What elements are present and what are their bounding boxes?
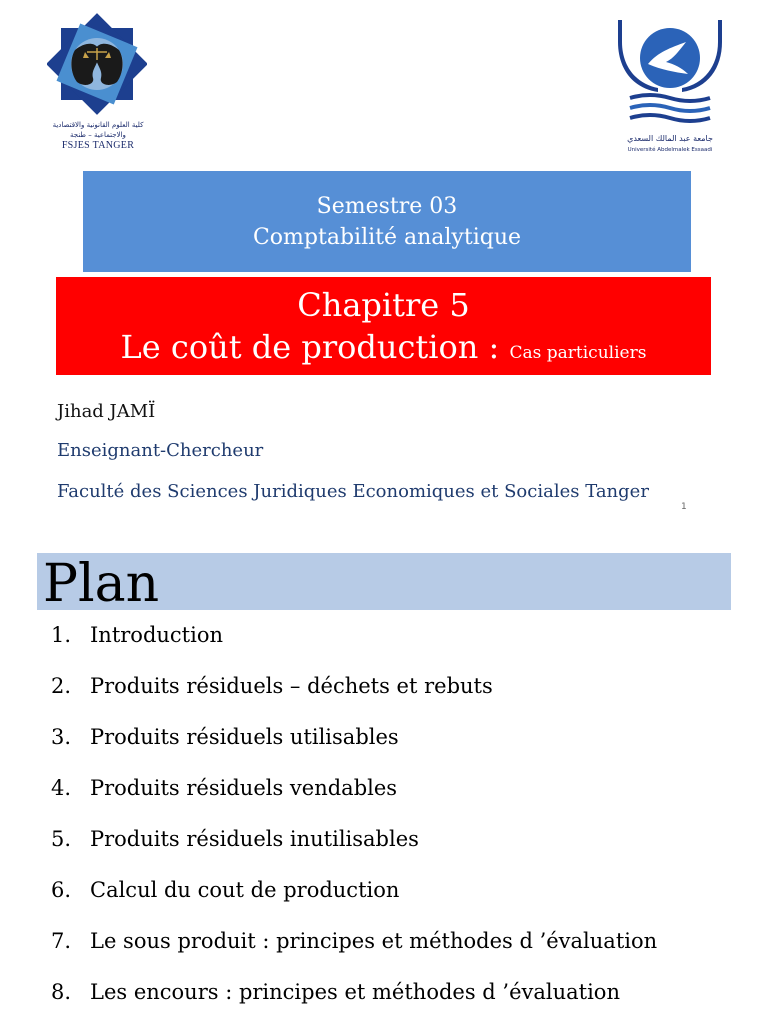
plan-item-text: Produits résiduels vendables (90, 776, 398, 800)
plan-item-number: 3. (51, 725, 72, 749)
plan-item-text: Produits résiduels inutilisables (90, 827, 419, 851)
faculty-emblem-icon (47, 10, 147, 120)
semester-label: Semestre 03 (316, 194, 458, 219)
plan-item (51, 721, 657, 772)
plan-item-text: Les encours : principes et méthodes d ’évaluation (90, 980, 620, 1004)
chapter-title: Le coût de production : (120, 328, 500, 366)
university-latin-name: Université Abdelmalek Essaadi (627, 147, 713, 153)
university-arabic-name: جامعة عبد المالك السعدي (627, 134, 713, 143)
plan-item-text: Calcul du cout de production (90, 878, 400, 902)
plan-item-number: 2. (51, 674, 72, 698)
faculty-arabic-name: كلية العلوم القانونية والاقتصادية والاجتماعية – طنجة (52, 121, 144, 139)
faculty-logo (42, 10, 154, 155)
chapter-subtitle: Cas particuliers (509, 343, 647, 363)
plan-item (51, 772, 657, 823)
faculty-latin-name: FSJES TANGER (61, 140, 135, 151)
plan-list (51, 619, 657, 1027)
plan-item-text: Produits résiduels utilisables (90, 725, 399, 749)
plan-item-number: 6. (51, 878, 72, 902)
plan-item-number: 7. (51, 929, 72, 953)
page-number: 1 (681, 502, 687, 512)
chapter-banner (56, 277, 711, 375)
plan-item-number: 8. (51, 980, 72, 1004)
course-name: Comptabilité analytique (252, 225, 522, 250)
plan-item (51, 670, 657, 721)
university-dove-emblem-icon (608, 12, 732, 132)
plan-item-number: 5. (51, 827, 72, 851)
chapter-title-line (56, 325, 711, 375)
chapter-number: Chapitre 5 (297, 286, 470, 324)
plan-item-text: Introduction (90, 623, 223, 647)
plan-item (51, 619, 657, 670)
plan-item-text: Le sous produit : principes et méthodes d ’évaluation (90, 929, 658, 953)
plan-item (51, 976, 657, 1027)
university-logo (608, 12, 732, 160)
plan-item (51, 823, 657, 874)
plan-item-number: 4. (51, 776, 72, 800)
plan-item (51, 874, 657, 925)
author-name: Jihad JAMÏ (57, 401, 156, 422)
plan-item-number: 1. (51, 623, 72, 647)
plan-item-text: Produits résiduels – déchets et rebuts (90, 674, 493, 698)
author-role: Enseignant-Chercheur (57, 440, 264, 461)
plan-item (51, 925, 657, 976)
plan-title: Plan (43, 554, 160, 614)
faculty-name: Faculté des Sciences Juridiques Economiques et Sociales Tanger (57, 481, 649, 502)
course-banner (83, 171, 691, 272)
